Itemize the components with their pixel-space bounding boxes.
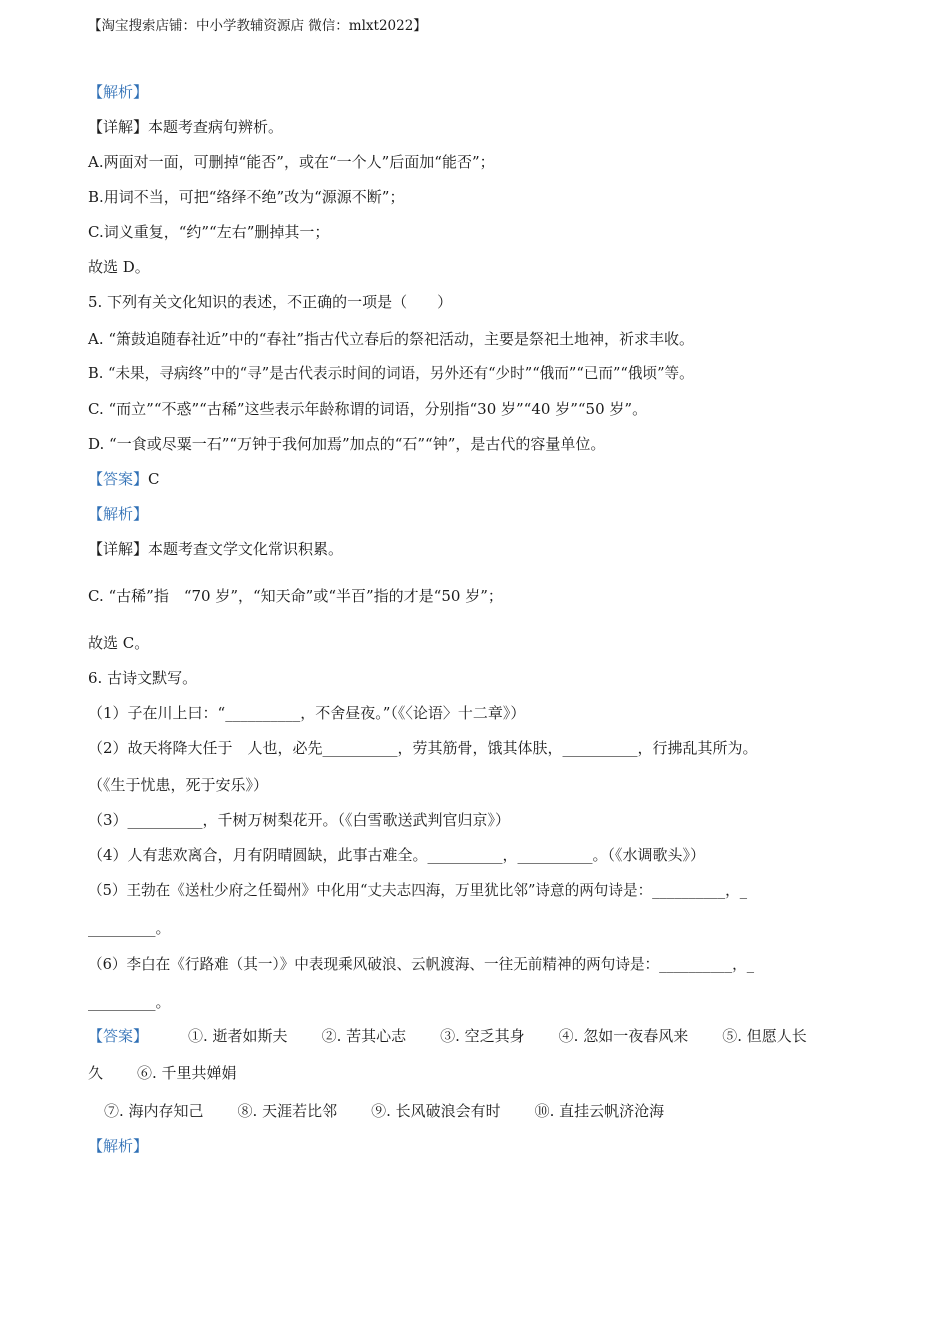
q6-answer-item: ⑤. 但愿人长 [722, 1027, 807, 1045]
q6-item-3: （3）__________，千树万树梨花开。（《白雪歌送武判官归京》） [88, 811, 511, 829]
q4-explain-c: C.词义重复，“约”“左右”删掉其一； [88, 223, 330, 241]
q6-item-5-line1: （5）王勃在《送杜少府之任蜀州》中化用“丈夫志四海，万里犹比邻”诗意的两句诗是：__________，_ [88, 882, 748, 899]
q6-answer-item: ⑦. 海内存知己 [104, 1102, 204, 1120]
q6-answer-row-3 [104, 1101, 664, 1121]
q5-answer-value: C [148, 470, 160, 488]
q6-answer-row-2 [88, 1063, 237, 1083]
q5-stem: 5. 下列有关文化知识的表述，不正确的一项是（ ） [88, 293, 453, 311]
q6-item-4: （4）人有悲欢离合，月有阴晴圆缺，此事古难全。__________，__________。（《水调歌头》） [88, 846, 706, 864]
q4-analysis-tag: 【解析】 [88, 83, 149, 101]
q5-option-c: C. “而立”“不惑”“古稀”这些表示年龄称谓的词语，分别指“30 岁”“40 岁”“50 岁”。 [88, 400, 648, 418]
q4-explain-b: B.用词不当，可把“络绎不绝”改为“源源不断”； [88, 188, 405, 206]
q6-answer-item: ⑧. 天涯若比邻 [237, 1102, 338, 1120]
q6-answer-item: ③. 空乏其身 [440, 1027, 525, 1045]
q6-answer-item: ⑨. 长风破浪会有时 [371, 1102, 501, 1120]
q4-detail [88, 117, 283, 137]
q6-answer-item: ②. 苦其心志 [321, 1027, 407, 1045]
q6-item-6-line2: _________。 [88, 993, 171, 1011]
q4-conclusion: 故选 D。 [88, 258, 150, 276]
q5-detail-text: 本题考查文学文化常识积累。 [148, 540, 344, 558]
watermark-header: 【淘宝搜索店铺：中小学教辅资源店 微信：mlxt2022】 [88, 18, 427, 34]
q6-answer-item: ④. 忽如一夜春风来 [558, 1027, 689, 1045]
q6-item-2: （2）故天将降大任于 人也，必先__________，劳其筋骨，饿其体肤，__________，行拂乱其所为。 [88, 739, 758, 757]
q5-analysis-tag: 【解析】 [88, 505, 149, 523]
q5-option-d: D. “一食或尽粟一石”“万钟于我何加焉”加点的“石”“钟”，是古代的容量单位。 [88, 435, 606, 453]
q6-answer-item: ①. 逝者如斯夫 [188, 1027, 288, 1045]
q6-analysis-tag: 【解析】 [88, 1137, 149, 1155]
q6-item-1: （1）子在川上曰：“__________，不舍昼夜。”（《〈论语〉十二章》） [88, 704, 526, 722]
q4-explain-a: A.两面对一面，可删掉“能否”，或在“一个人”后面加“能否”； [88, 153, 495, 171]
q5-explain: C. “古稀”指 “70 岁”，“知天命”或“半百”指的才是“50 岁”； [88, 587, 503, 605]
q5-answer [88, 469, 160, 489]
q6-answer-item: 久 [88, 1064, 104, 1082]
q5-option-b: B. “未果，寻病终”中的“寻”是古代表示时间的词语，另外还有“少时”“俄而”“已而”“俄顷”等。 [88, 365, 694, 382]
q5-conclusion: 故选 C。 [88, 634, 150, 652]
q6-answer-row-1 [88, 1026, 807, 1046]
q6-answer-item: ⑩. 直挂云帆济沧海 [534, 1102, 665, 1120]
q5-detail-tag: 【详解】 [88, 540, 149, 558]
q6-item-5-line2: _________。 [88, 919, 171, 937]
q5-detail [88, 539, 343, 559]
q5-option-a: A. “箫鼓追随春社近”中的“春社”指古代立春后的祭祀活动，主要是祭祀土地神，祈求丰收。 [88, 330, 695, 348]
q4-detail-text: 本题考查病句辨析。 [148, 118, 284, 136]
q6-item-2-source: （《生于忧患，死于安乐》） [88, 776, 269, 794]
q6-stem: 6. 古诗文默写。 [88, 669, 198, 687]
q6-item-6-line1: （6）李白在《行路难（其一）》中表现乘风破浪、云帆渡海、一往无前精神的两句诗是：__________，_ [88, 956, 755, 973]
q6-answer-item: ⑥. 千里共婵娟 [137, 1064, 237, 1082]
q4-detail-tag: 【详解】 [88, 118, 149, 136]
q6-answer-tag: 【答案】 [88, 1027, 149, 1045]
q5-answer-tag: 【答案】 [88, 470, 149, 488]
